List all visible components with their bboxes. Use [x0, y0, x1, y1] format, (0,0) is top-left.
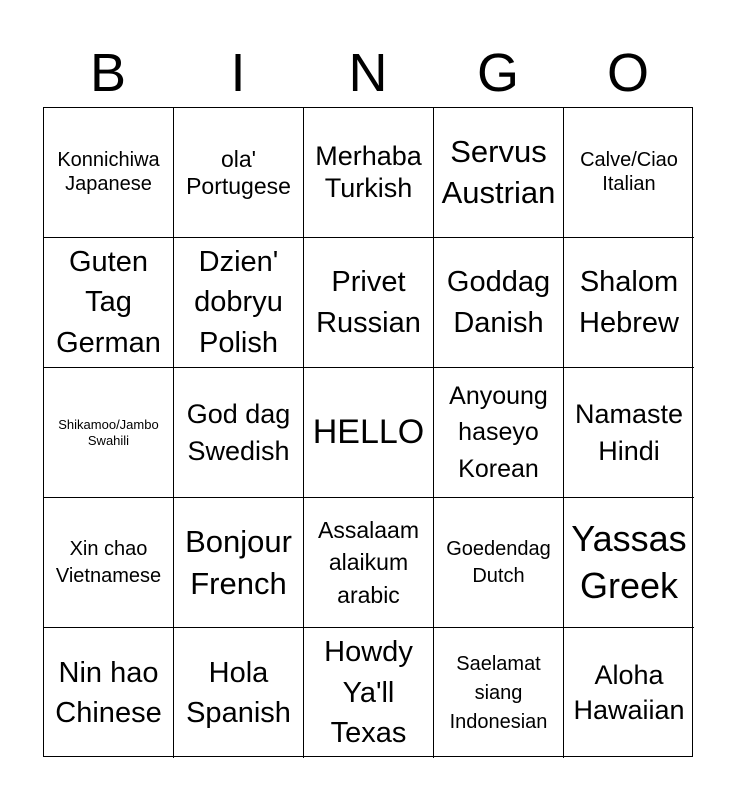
cell-text: Assalaam alaikum arabic [318, 517, 419, 608]
header-letter-o: O [606, 43, 649, 103]
bingo-cell[interactable] [434, 498, 564, 628]
cell-text: Calve/Ciao Italian [580, 149, 678, 195]
cell-text: Guten Tag German [56, 245, 161, 359]
cell-text: Dzien' dobryu Polish [194, 245, 283, 359]
bingo-cell[interactable] [304, 238, 434, 368]
cell-text: Yassas Greek [571, 518, 687, 606]
header-letter-n: N [348, 43, 388, 103]
bingo-cell[interactable] [174, 368, 304, 498]
bingo-cell[interactable] [434, 108, 564, 238]
cell-text: Merhaba Turkish [315, 140, 422, 203]
cell-text: Anyoung haseyo Korean [449, 382, 548, 483]
cell-text: Hola Spanish [186, 656, 291, 729]
cell-text: Howdy Ya'll Texas [324, 636, 413, 750]
bingo-cell[interactable] [304, 108, 434, 238]
cell-text: Shikamoo/Jambo Swahili [58, 417, 159, 448]
cell-text: Goddag Danish [446, 265, 551, 339]
cell-text: Nin hao Chinese [55, 656, 162, 729]
cell-text: Konnichiwa Japanese [57, 149, 160, 195]
bingo-cell[interactable] [564, 368, 694, 498]
bingo-cell[interactable] [44, 238, 174, 368]
free-space-cell[interactable] [304, 368, 434, 498]
bingo-cell[interactable] [564, 238, 694, 368]
bingo-cell[interactable] [564, 498, 694, 628]
cell-text: Servus Austrian [441, 134, 556, 210]
cell-text: Aloha Hawaiian [573, 659, 685, 725]
bingo-cell[interactable] [564, 108, 694, 238]
cell-text: ola' Portugese [186, 145, 291, 199]
free-space-text: HELLO [312, 412, 425, 451]
bingo-cell[interactable] [44, 368, 174, 498]
cell-text: Saelamat siang Indonesian [449, 652, 548, 733]
bingo-cell[interactable] [44, 628, 174, 758]
cell-text: Shalom Hebrew [579, 265, 679, 339]
cell-text: Bonjour French [185, 523, 292, 601]
bingo-cell[interactable] [304, 498, 434, 628]
header-letter-i: I [230, 43, 246, 103]
bingo-cell[interactable] [434, 238, 564, 368]
bingo-header [43, 42, 693, 104]
bingo-cell[interactable] [434, 628, 564, 758]
cell-text: Privet Russian [316, 265, 421, 339]
bingo-cell[interactable] [174, 108, 304, 238]
bingo-cell[interactable] [174, 238, 304, 368]
header-letter-b: B [89, 43, 127, 103]
bingo-cell[interactable] [564, 628, 694, 758]
cell-text: God dag Swedish [186, 399, 291, 466]
bingo-card [43, 107, 693, 757]
bingo-cell[interactable] [44, 108, 174, 238]
bingo-cell[interactable] [304, 628, 434, 758]
bingo-cell[interactable] [434, 368, 564, 498]
bingo-cell[interactable] [174, 628, 304, 758]
bingo-cell[interactable] [44, 498, 174, 628]
cell-text: Namaste Hindi [574, 399, 684, 466]
cell-text: Goedendag Dutch [446, 537, 551, 587]
bingo-cell[interactable] [174, 498, 304, 628]
cell-text: Xin chao Vietnamese [55, 537, 162, 587]
header-letter-g: G [476, 43, 519, 103]
